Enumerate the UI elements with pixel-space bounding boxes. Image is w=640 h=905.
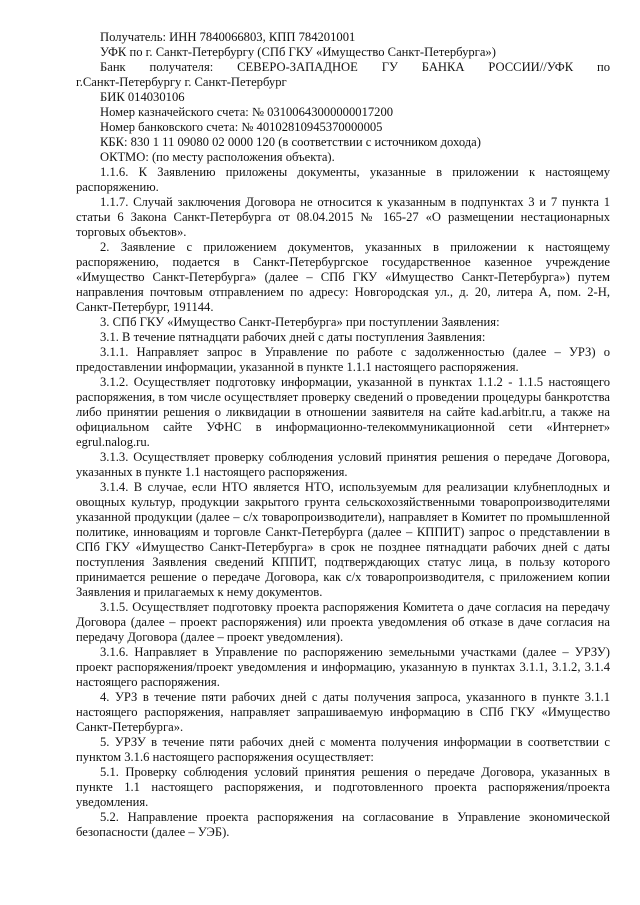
- oktmo-line: ОКТМО: (по месту расположения объекта).: [100, 150, 335, 164]
- paragraph-4: 4. УРЗ в течение пяти рабочих дней с даты получения запроса, указанного в пункте 3.1.1 настоящего распоряжения, направляет запрашиваемую информацию в СПб ГКУ «Имущество Санкт-Петербурга».: [76, 690, 610, 734]
- bank-account-line: Номер банковского счета: № 40102810945370000005: [100, 120, 383, 134]
- paragraph-5-1: 5.1. Проверку соблюдения условий принятия решения о передаче Договора, указанных в пункте 1.1 настоящего распоряжения, и подготовленного проекта распоряжения/проекта уведомления.: [76, 765, 610, 809]
- paragraph-1-1-6: 1.1.6. К Заявлению приложены документы, указанные в приложении к настоящему распоряжению.: [76, 165, 610, 194]
- paragraph-3-1-2: 3.1.2. Осуществляет подготовку информации, указанной в пунктах 1.1.2 - 1.1.5 настоящего распоряжения, в том числе осуществляет проверку сведений о проведении процедуры банкротства либо принятии решения о ликвидации в отношении заявителя на сайте kad.arbitr.ru, а также на официальном сайте УФНС в информационно-телекоммуникационной сети «Интернет» egrul.nalog.ru.: [76, 375, 610, 449]
- paragraph-3: 3. СПб ГКУ «Имущество Санкт-Петербурга» при поступлении Заявления:: [100, 315, 500, 329]
- paragraph-1-1-7: 1.1.7. Случай заключения Договора не относится к указанным в подпунктах 3 и 7 пункта 1 статьи 6 Закона Санкт-Петербурга от 08.04.2015 № 165-27 «О размещении нестационарных торговых объектов».: [76, 195, 610, 239]
- paragraph-3-1-4: 3.1.4. В случае, если НТО является НТО, используемым для реализации клубнеплодных и овощных культур, продукции закрытого грунта сельскохозяйственными товаропроизводителями указанной продукции (далее – с/х товаропроизводители), направляет в Комитет по промышленной политике, инновациям и торговле Санкт-Петербурга (далее – КППИТ) запрос о представлении в СПб ГКУ «Имущество Санкт-Петербурга» в срок не позднее пятнадцати рабочих дней с даты поступления Заявления сведений КППИТ, подтверждающих статус лица, в пользу которого принимается решение о передаче Договора, как с/х товаропроизводителя, с приложением копии Заявления и прилагаемых к нему документов.: [76, 480, 610, 599]
- paragraph-2: 2. Заявление с приложением документов, указанных в приложении к настоящему распоряжению, подается в Санкт-Петербургское государственное казенное учреждение «Имущество Санкт-Петербурга» (далее – СПб ГКУ «Имущество Санкт-Петербурга») путем направления почтовым отправлением по адресу: Новгородская ул., д. 20, литера А, пом. 2-Н, Санкт-Петербург, 191144.: [76, 240, 610, 314]
- bik-line: БИК 014030106: [100, 90, 185, 104]
- paragraph-3-1-3: 3.1.3. Осуществляет проверку соблюдения условий принятия решения о передаче Договора, указанных в пункте 1.1 настоящего распоряжения.: [76, 450, 610, 479]
- document-page: [76, 30, 610, 840]
- recipient-line: Получатель: ИНН 7840066803, КПП 784201001: [100, 30, 356, 44]
- paragraph-3-1-5: 3.1.5. Осуществляет подготовку проекта распоряжения Комитета о даче согласия на передачу Договора (далее – проект распоряжения) или проекта уведомления об отказе в даче согласия на передачу Договора (далее – проект уведомления).: [76, 600, 610, 644]
- payment-details: [76, 30, 610, 165]
- bank-line-2: г.Санкт-Петербургу г. Санкт-Петербург: [76, 75, 287, 89]
- paragraph-3-1-6: 3.1.6. Направляет в Управление по распоряжению земельными участками (далее – УРЗУ) проект распоряжения/проект уведомления и информацию, указанную в пунктах 3.1.1, 3.1.2, 3.1.4 настоящего распоряжения.: [76, 645, 610, 689]
- paragraph-3-1: 3.1. В течение пятнадцати рабочих дней с даты поступления Заявления:: [100, 330, 486, 344]
- paragraph-5-2: 5.2. Направление проекта распоряжения на согласование в Управление экономической безопасности (далее – УЭБ).: [76, 810, 610, 839]
- paragraph-5: 5. УРЗУ в течение пяти рабочих дней с момента получения информации в соответствии с пунктом 3.1.6 настоящего распоряжения осуществляет:: [76, 735, 610, 764]
- kbk-line: КБК: 830 1 11 09080 02 0000 120 (в соответствии с источником дохода): [100, 135, 481, 149]
- paragraph-3-1-1: 3.1.1. Направляет запрос в Управление по работе с задолженностью (далее – УРЗ) о предоставлении информации, указанной в пункте 1.1.1 настоящего распоряжения.: [76, 345, 610, 374]
- treasury-account-line: Номер казначейского счета: № 03100643000000017200: [100, 105, 394, 119]
- ufk-line: УФК по г. Санкт-Петербургу (СПб ГКУ «Имущество Санкт-Петербурга»): [100, 45, 496, 59]
- bank-line-1: Банк получателя: СЕВЕРО-ЗАПАДНОЕ ГУ БАНКА РОССИИ//УФК по: [100, 60, 610, 74]
- document-body: [76, 165, 610, 840]
